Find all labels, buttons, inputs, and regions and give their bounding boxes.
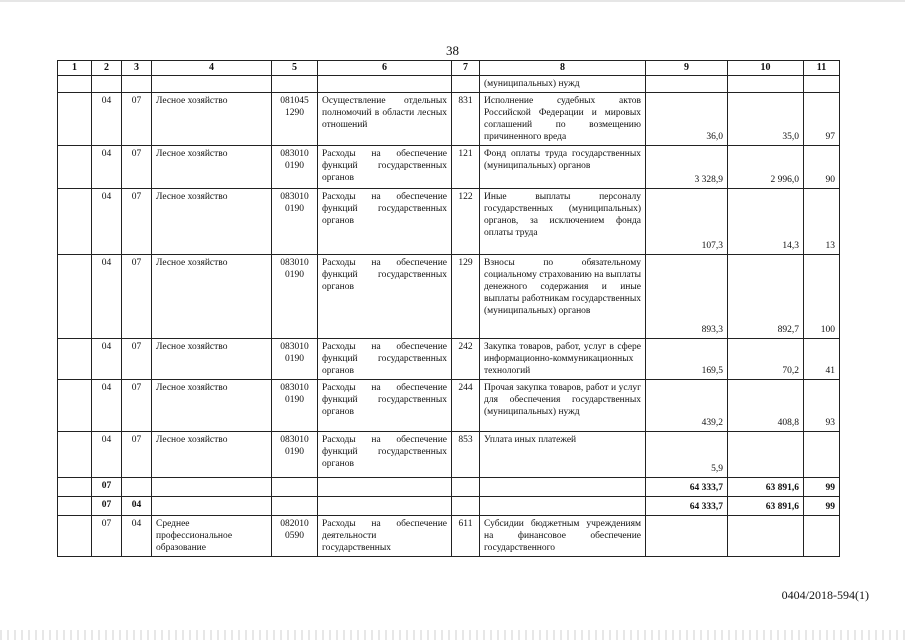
- section-code-cell: 04: [92, 255, 122, 339]
- budget-table: [57, 60, 840, 557]
- target-name-cell: Расходы на обеспечение функций государственных органов: [318, 380, 452, 432]
- subsection-code-cell: 04: [122, 497, 152, 516]
- header-cell: 2: [92, 61, 122, 76]
- expense-type-name-cell: Исполнение судебных актов Российской Федерации и мировых соглашений по возмещению причиненного вреда: [480, 93, 646, 146]
- subsection-code-cell: 07: [122, 146, 152, 189]
- target-name-cell: Расходы на обеспечение функций государственных органов: [318, 255, 452, 339]
- expense-type-name-cell: Фонд оплаты труда государственных (муниципальных) органов: [480, 146, 646, 189]
- scan-bottom-edge: [0, 630, 905, 640]
- expense-type-name-cell: [480, 478, 646, 497]
- section-code-cell: 04: [92, 93, 122, 146]
- target-code-cell: 081045 1290: [272, 93, 318, 146]
- continuation-row: [58, 76, 840, 93]
- percent-cell: 99: [804, 478, 840, 497]
- target-name-cell: Расходы на обеспечение функций государственных органов: [318, 146, 452, 189]
- target-name-cell: Расходы на обеспечение функций государственных органов: [318, 339, 452, 380]
- planned-amount-cell: 64 333,7: [646, 478, 728, 497]
- target-code-cell: [272, 478, 318, 497]
- target-name-cell: Расходы на обеспечение деятельности государственных: [318, 516, 452, 557]
- section-code-cell: 04: [92, 339, 122, 380]
- executed-amount-cell: 63 891,6: [728, 478, 804, 497]
- section-name-cell: [152, 478, 272, 497]
- col1-cell: [58, 339, 92, 380]
- executed-amount-cell: [728, 432, 804, 478]
- subsection-code-cell: [122, 478, 152, 497]
- section-code-cell: 07: [92, 516, 122, 557]
- expense-type-name-cell: Субсидии бюджетным учреждениям на финансовое обеспечение государственного: [480, 516, 646, 557]
- subsection-code-cell: 07: [122, 432, 152, 478]
- section-name-cell: Лесное хозяйство: [152, 146, 272, 189]
- page-number: 38: [446, 43, 459, 58]
- planned-amount-cell: 107,3: [646, 189, 728, 255]
- col1-cell: [58, 432, 92, 478]
- col1-cell: [58, 93, 92, 146]
- executed-amount-cell: 408,8: [728, 380, 804, 432]
- executed-amount-cell: 70,2: [728, 339, 804, 380]
- target-name-cell: Осуществление отдельных полномочий в области лесных отношений: [318, 93, 452, 146]
- table-row: [58, 146, 840, 189]
- expense-type-code-cell: 831: [452, 93, 480, 146]
- target-code-cell: 083010 0190: [272, 339, 318, 380]
- section-name-cell: Лесное хозяйство: [152, 339, 272, 380]
- table-row: [58, 516, 840, 557]
- planned-amount-cell: [646, 516, 728, 557]
- subsection-code-cell: 07: [122, 380, 152, 432]
- expense-type-code-cell: 242: [452, 339, 480, 380]
- section-code-cell: 04: [92, 380, 122, 432]
- expense-type-code-cell: [452, 478, 480, 497]
- header-cell: 5: [272, 61, 318, 76]
- expense-type-code-cell: 853: [452, 432, 480, 478]
- header-cell: 8: [480, 61, 646, 76]
- planned-amount-cell: 893,3: [646, 255, 728, 339]
- expense-type-name-cell: [480, 497, 646, 516]
- planned-amount-cell: 3 328,9: [646, 146, 728, 189]
- percent-cell: 97: [804, 93, 840, 146]
- target-code-cell: [272, 497, 318, 516]
- col1-cell: [58, 189, 92, 255]
- target-code-cell: 083010 0190: [272, 255, 318, 339]
- subsection-code-cell: 07: [122, 339, 152, 380]
- executed-amount-cell: 35,0: [728, 93, 804, 146]
- total-row-section-07-04: [58, 497, 840, 516]
- table-row: [58, 432, 840, 478]
- expense-type-code-cell: 122: [452, 189, 480, 255]
- target-name-cell: [318, 497, 452, 516]
- section-name-cell: Лесное хозяйство: [152, 93, 272, 146]
- header-cell: 4: [152, 61, 272, 76]
- total-row-section-07: [58, 478, 840, 497]
- target-code-cell: 082010 0590: [272, 516, 318, 557]
- section-code-cell: 07: [92, 497, 122, 516]
- planned-amount-cell: 36,0: [646, 93, 728, 146]
- percent-cell: [804, 516, 840, 557]
- expense-type-code-cell: 121: [452, 146, 480, 189]
- expense-type-code-cell: 244: [452, 380, 480, 432]
- scan-top-edge: [0, 0, 905, 2]
- section-name-cell: Лесное хозяйство: [152, 380, 272, 432]
- header-row: [58, 61, 840, 76]
- percent-cell: 100: [804, 255, 840, 339]
- percent-cell: 93: [804, 380, 840, 432]
- section-name-cell: Лесное хозяйство: [152, 189, 272, 255]
- expense-type-code-cell: 129: [452, 255, 480, 339]
- expense-type-name-cell: Иные выплаты персоналу государственных (муниципальных) органов, за исключением фонда оплаты труда: [480, 189, 646, 255]
- header-cell: 6: [318, 61, 452, 76]
- planned-amount-cell: 439,2: [646, 380, 728, 432]
- planned-amount-cell: 64 333,7: [646, 497, 728, 516]
- section-name-cell: Лесное хозяйство: [152, 255, 272, 339]
- table-row: [58, 380, 840, 432]
- target-name-cell: Расходы на обеспечение функций государственных органов: [318, 189, 452, 255]
- section-name-cell: [152, 497, 272, 516]
- subsection-code-cell: 04: [122, 516, 152, 557]
- table-row: [58, 93, 840, 146]
- percent-cell: 13: [804, 189, 840, 255]
- col1-cell: [58, 516, 92, 557]
- section-name-cell: Среднее профессиональное образование: [152, 516, 272, 557]
- percent-cell: 99: [804, 497, 840, 516]
- executed-amount-cell: 2 996,0: [728, 146, 804, 189]
- executed-amount-cell: 63 891,6: [728, 497, 804, 516]
- header-cell: 11: [804, 61, 840, 76]
- target-code-cell: 083010 0190: [272, 380, 318, 432]
- target-code-cell: 083010 0190: [272, 146, 318, 189]
- executed-amount-cell: [728, 516, 804, 557]
- subsection-code-cell: 07: [122, 255, 152, 339]
- table-row: [58, 339, 840, 380]
- section-code-cell: 07: [92, 478, 122, 497]
- section-code-cell: 04: [92, 146, 122, 189]
- expense-type-name-cell: Взносы по обязательному социальному страхованию на выплаты денежного содержания и иные выплаты работникам государственных (муниципальных) органов: [480, 255, 646, 339]
- expense-type-name-cell: Уплата иных платежей: [480, 432, 646, 478]
- executed-amount-cell: 892,7: [728, 255, 804, 339]
- header-cell: 3: [122, 61, 152, 76]
- expense-type-code-cell: [452, 497, 480, 516]
- subsection-code-cell: 07: [122, 189, 152, 255]
- section-code-cell: 04: [92, 432, 122, 478]
- subsection-code-cell: 07: [122, 93, 152, 146]
- header-cell: 10: [728, 61, 804, 76]
- target-name-cell: [318, 478, 452, 497]
- expense-type-name-cell: Закупка товаров, работ, услуг в сфере информационно-коммуникационных технологий: [480, 339, 646, 380]
- target-code-cell: 083010 0190: [272, 189, 318, 255]
- document-code: 0404/2018-594(1): [781, 588, 869, 602]
- expense-type-code-cell: 611: [452, 516, 480, 557]
- section-code-cell: 04: [92, 189, 122, 255]
- planned-amount-cell: 5,9: [646, 432, 728, 478]
- col1-cell: [58, 497, 92, 516]
- header-cell: 9: [646, 61, 728, 76]
- target-code-cell: 083010 0190: [272, 432, 318, 478]
- table-row: [58, 255, 840, 339]
- header-cell: 1: [58, 61, 92, 76]
- col1-cell: [58, 380, 92, 432]
- percent-cell: [804, 432, 840, 478]
- col1-cell: [58, 478, 92, 497]
- table-row: [58, 189, 840, 255]
- section-name-cell: Лесное хозяйство: [152, 432, 272, 478]
- col1-cell: [58, 146, 92, 189]
- planned-amount-cell: 169,5: [646, 339, 728, 380]
- percent-cell: 41: [804, 339, 840, 380]
- target-name-cell: Расходы на обеспечение функций государственных органов: [318, 432, 452, 478]
- continuation-text: (муниципальных) нужд: [480, 76, 646, 93]
- expense-type-name-cell: Прочая закупка товаров, работ и услуг для обеспечения государственных (муниципальных) нужд: [480, 380, 646, 432]
- col1-cell: [58, 255, 92, 339]
- header-cell: 7: [452, 61, 480, 76]
- executed-amount-cell: 14,3: [728, 189, 804, 255]
- percent-cell: 90: [804, 146, 840, 189]
